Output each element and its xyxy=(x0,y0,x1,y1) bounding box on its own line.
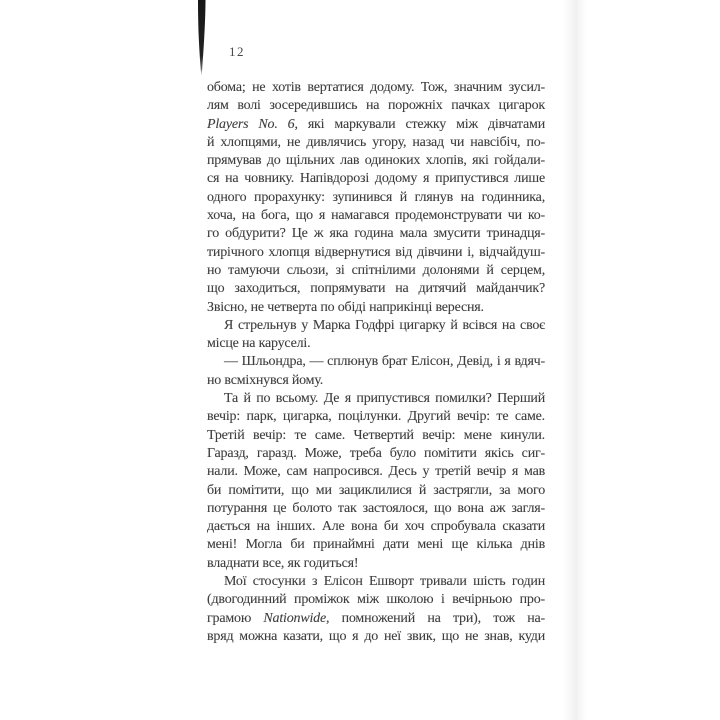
text-line: дається на інших. Але вона би хоч спробувала сказати xyxy=(207,519,545,535)
text-line: Players No. 6, які маркували стежку між дівчатами xyxy=(207,116,545,132)
text-line: прямував до щільних лав одиноких хлопів, які гойдали- xyxy=(207,153,545,169)
text-line: ся на човнику. Напівдорозі додому я припустився лише xyxy=(207,171,545,187)
page-number: 12 xyxy=(229,44,245,59)
text-line: тирічного хлопця відвернутися від дівчини і, відчайдуш- xyxy=(207,244,545,260)
text-line: й хлопцями, не дивлячись угору, назад чи навсібіч, по- xyxy=(207,134,545,150)
text-line: мені! Могла би принаймні дати мені ще кілька днів xyxy=(207,537,545,553)
page-text xyxy=(207,79,545,646)
bookmark-ribbon xyxy=(196,0,208,78)
text-line: одного прорахунку: зупинився й глянув на годинника, xyxy=(207,189,545,205)
page-edge-shadow xyxy=(562,0,588,720)
text-line: обома; не хотів вертатися додому. Тож, значним зусил- xyxy=(207,80,545,95)
text-line: вечір: парк, цигарка, поцілунки. Другий вечір: те саме. xyxy=(207,409,545,425)
text-line: го обдурити? Це ж яка година мала змусити тринадця- xyxy=(207,226,545,242)
text-line: вряд можна казати, що я до неї звик, що не знав, куди xyxy=(207,628,545,644)
text-line: Третій вечір: те саме. Четвертий вечір: мене кинули. xyxy=(207,427,545,443)
text-line: но всміхнувся йому. xyxy=(207,372,324,388)
text-line: потурання це болото так застоялося, що вона аж загля- xyxy=(207,500,545,516)
text-line: Я стрельнув у Марка Годфрі цигарку й всівся на своє xyxy=(224,317,545,333)
text-line: грамою Nationwide, помножений на три), тож на- xyxy=(207,610,545,626)
text-line: нали. Може, сам напросився. Десь у третій вечір я мав xyxy=(207,464,545,480)
text-line: но тамуючи сльози, зі спітнілими долонями й серцем, xyxy=(207,262,545,278)
text-line: хоча, на бога, що я намагався продемонструвати чи ко- xyxy=(207,208,545,224)
text-line: Звісно, не четверта по обіді наприкінці вересня. xyxy=(207,299,484,315)
text-line: що заходиться, попрямувати на дитячий майданчик? xyxy=(207,281,545,297)
text-line: владнати все, як годиться! xyxy=(207,555,359,571)
text-line: Та й по всьому. Де я припустився помилки? Перший xyxy=(224,391,545,407)
text-line: Гаразд, гаразд. Може, треба було помітити якісь сиг- xyxy=(207,445,545,461)
text-line: (двогодинний проміжок між школою і вечірньою про- xyxy=(207,592,545,608)
text-line: — Шльондра, — сплюнув брат Елісон, Девід, і я вдяч- xyxy=(224,354,545,370)
text-line: місце на каруселі. xyxy=(207,336,311,352)
text-line: би помітити, що ми зациклилися й застрягли, за мого xyxy=(207,482,545,498)
text-line: лям волі зосередившись на порожніх пачках цигарок xyxy=(207,98,545,114)
text-line: Мої стосунки з Елісон Ешворт тривали шість годин xyxy=(224,574,545,590)
